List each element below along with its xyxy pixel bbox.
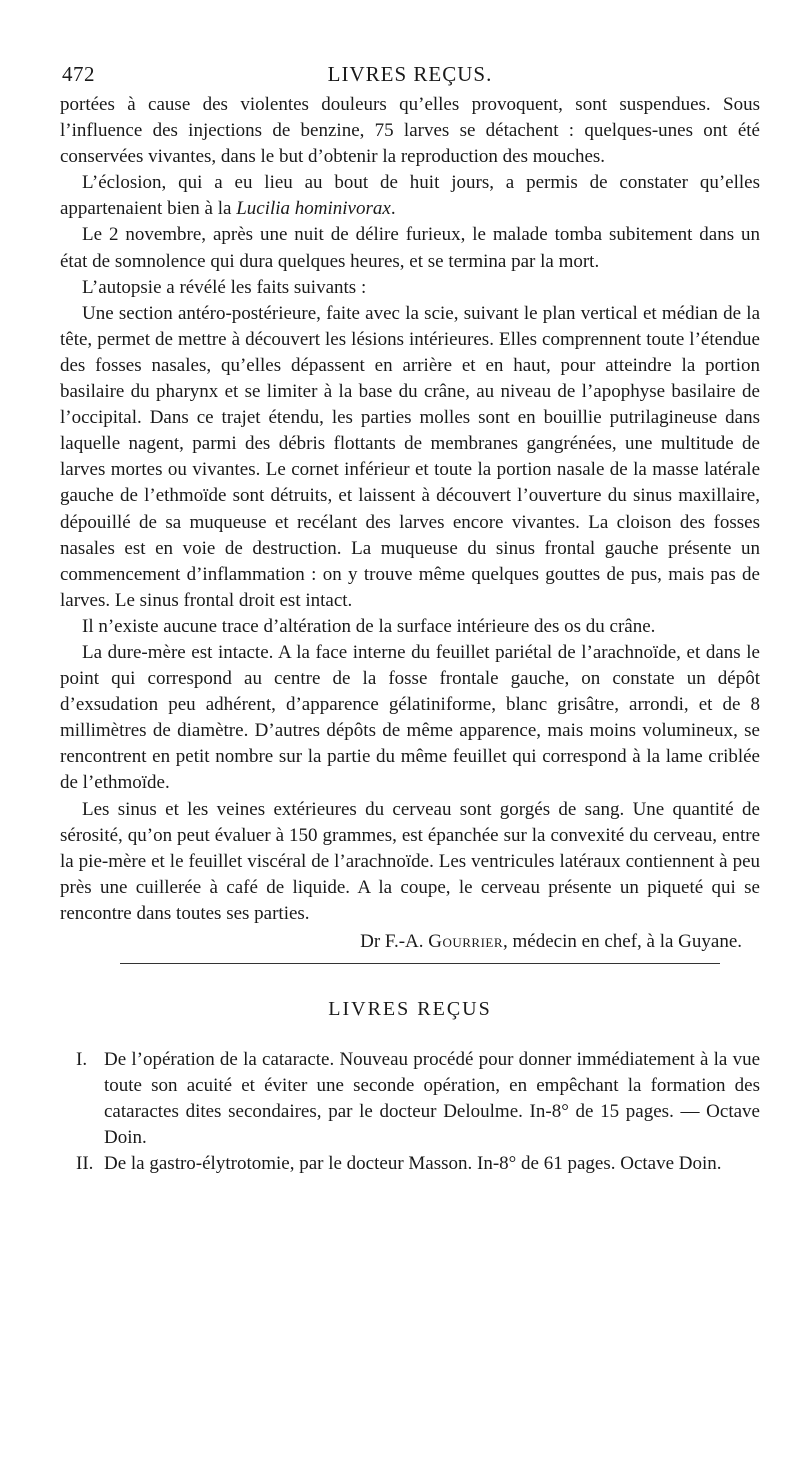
list-item-text: De la gastro-élytrotomie, par le docteur Masson. In-8° de 61 pages. Octave Doin. <box>104 1153 722 1174</box>
author-name: Gourrier <box>428 931 504 952</box>
article-body <box>60 92 760 927</box>
running-title: LIVRES REÇUS. <box>327 62 493 86</box>
list-item <box>60 1151 760 1177</box>
paragraph <box>60 170 760 222</box>
list-item <box>60 1047 760 1151</box>
book-list <box>60 1047 760 1177</box>
paragraph: Les sinus et les veines extérieures du cerveau sont gorgés de sang. Une quantité de sérosité, qu’on peut évaluer à 150 grammes, est épanchée sur la convexité du cerveau, entre la pie-mère et le feuillet viscéral de l’arachnoïde. Les ventricules latéraux contiennent à peu près une cuillerée à café de liquide. A la coupe, le cerveau présente un piqueté qui se rencontre dans toutes ses parties. <box>60 798 760 924</box>
paragraph: portées à cause des violentes douleurs qu’elles provoquent, sont suspendues. Sous l’influence des injections de benzine, 75 larves se détachent : quelques-unes ont été conservées vivantes, dans le but d’obtenir la reproduction des mouches. <box>60 94 760 168</box>
list-item-text: De l’opération de la cataracte. Nouveau procédé pour donner immédiatement à la vue toute son acuité et éviter une seconde opération, en empêchant la formation des cataractes dites secondaires, par le docteur Deloulme. In-8° de 15 pages. — Octave Doin. <box>104 1049 760 1148</box>
section-divider <box>120 963 720 964</box>
section-title: LIVRES REÇUS <box>328 998 492 1020</box>
paragraph: Il n’existe aucune trace d’altération de la surface intérieure des os du crâne. <box>82 615 656 637</box>
paragraph: La dure-mère est intacte. A la face interne du feuillet pariétal de l’arachnoïde, et dans le point qui correspond au centre de la fosse frontale gauche, on constate un dépôt d’exsudation peu adhérent, d’apparence gélatiniforme, blanc grisâtre, arrondi, et de 8 millimètres de diamètre. D’autres dépôts de même apparence, mais moins volumineux, se rencontrent en petit nombre sur la partie du même feuillet qui correspond à la lame criblée de l’ethmoïde. <box>60 641 760 794</box>
signature <box>60 929 760 955</box>
paragraph-text: . <box>390 198 396 220</box>
paragraph: Le 2 novembre, après une nuit de délire furieux, le malade tomba subitement dans un état de somnolence qui dura quelques heures, et se termina par la mort. <box>60 224 760 272</box>
page <box>60 52 760 1177</box>
signature-prefix: Dr F.-A. <box>360 931 429 952</box>
signature-suffix: , médecin en chef, à la Guyane. <box>503 931 742 952</box>
page-number: 472 <box>62 62 95 86</box>
paragraph: Une section antéro-postérieure, faite avec la scie, suivant le plan vertical et médian de la tête, permet de mettre à découvert les lésions intérieures. Elles comprennent toute l’étendue des fosses nasales, qu’elles dépassent en arrière et en haut, pour atteindre la portion basilaire du pharynx et se limiter à la base du crâne, au niveau de l’apophyse basilaire de l’occipital. Dans ce trajet étendu, les parties molles sont en bouillie putrilagineuse dans laquelle nagent, parmi des débris flottants de membranes gangrénées, une multitude de larves mortes ou vivantes. Le cornet inférieur et toute la portion nasale de la masse latérale gauche de l’ethmoïde sont détruits, et laissent à découvert l’ouverture du sinus maxillaire, dépouillé de sa muqueuse et recélant des larves encore vivantes. La cloison des fosses nasales est en voie de destruction. La muqueuse du sinus frontal gauche présente un commencement d’inflammation : on y trouve même quelques gouttes de pus, mais pas de larves. Le sinus frontal droit est intact. <box>60 302 760 611</box>
list-item-number: I. <box>76 1049 88 1070</box>
running-head <box>60 52 760 86</box>
paragraph: L’autopsie a révélé les faits suivants : <box>82 276 367 298</box>
species-name: Lucilia hominivorax <box>236 198 391 220</box>
list-item-number: II. <box>76 1153 94 1174</box>
paragraph-text: L’éclosion, qui a eu lieu au bout de huit jours, a permis de constater qu’elles appartenaient bien à la <box>60 172 760 220</box>
